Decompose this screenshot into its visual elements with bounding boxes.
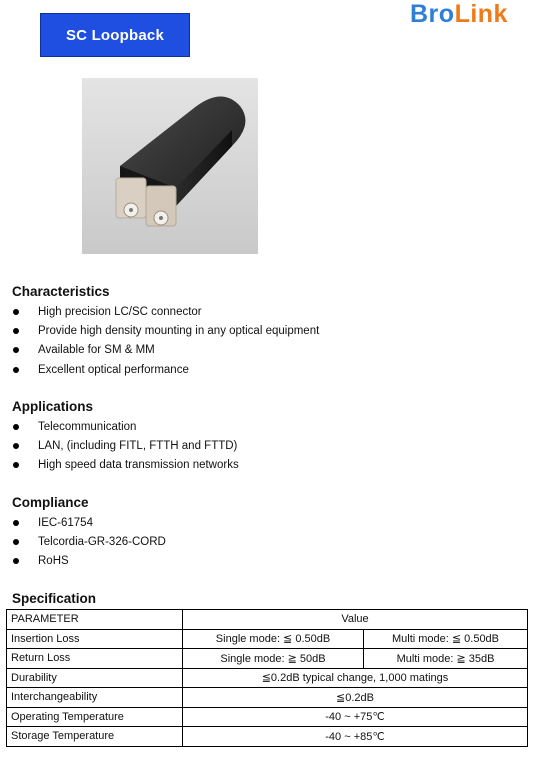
list-item-text: IEC-61754 xyxy=(38,516,93,529)
bullet-icon xyxy=(13,443,19,449)
compliance-list xyxy=(12,513,166,571)
bullet-icon xyxy=(13,309,19,315)
table-row xyxy=(7,649,528,669)
row-value-multi-mode: Multi mode: ≦ 0.50dB xyxy=(364,629,528,649)
list-item-text: Available for SM & MM xyxy=(38,344,155,357)
bullet-icon xyxy=(13,539,19,545)
characteristics-list xyxy=(12,302,319,379)
characteristics-heading: Characteristics xyxy=(12,284,110,299)
brand-logo-part2: Link xyxy=(454,0,508,28)
header-cell-parameter: PARAMETER xyxy=(7,610,183,630)
table-row xyxy=(7,688,528,708)
list-item xyxy=(12,417,239,436)
list-item-text: High precision LC/SC connector xyxy=(38,305,202,318)
bullet-icon xyxy=(13,424,19,430)
list-item xyxy=(12,552,166,571)
title-box xyxy=(40,13,190,57)
table-row xyxy=(7,629,528,649)
applications-heading: Applications xyxy=(12,399,94,414)
list-item-text: Telcordia-GR-326-CORD xyxy=(38,535,166,548)
table-row xyxy=(7,707,528,727)
row-label: Durability xyxy=(7,668,183,688)
table-row xyxy=(7,668,528,688)
list-item xyxy=(12,513,166,532)
table-header-row xyxy=(7,610,528,630)
list-item xyxy=(12,360,319,379)
row-value-multi-mode: Multi mode: ≧ 35dB xyxy=(364,649,528,669)
list-item-text: Telecommunication xyxy=(38,420,137,433)
bullet-icon xyxy=(13,520,19,526)
list-item-text: Provide high density mounting in any optical equipment xyxy=(38,324,320,337)
bullet-icon xyxy=(13,347,19,353)
row-label: Operating Temperature xyxy=(7,707,183,727)
list-item-text: LAN, (including FITL, FTTH and FTTD) xyxy=(38,439,238,452)
specification-table xyxy=(6,609,528,747)
bullet-icon xyxy=(13,328,19,334)
table-row xyxy=(7,727,528,747)
row-value-single-mode: Single mode: ≦ 0.50dB xyxy=(183,629,364,649)
list-item xyxy=(12,341,319,360)
list-item xyxy=(12,321,319,340)
applications-list xyxy=(12,417,239,475)
product-photo xyxy=(82,78,258,254)
bullet-icon xyxy=(13,367,19,373)
row-value: ≦0.2dB xyxy=(183,688,528,708)
compliance-heading: Compliance xyxy=(12,495,89,510)
brand-logo-part1: Bro xyxy=(410,0,455,28)
brand-logo xyxy=(410,0,508,29)
bullet-icon xyxy=(13,462,19,468)
list-item xyxy=(12,532,166,551)
row-value-single-mode: Single mode: ≧ 50dB xyxy=(183,649,364,669)
list-item xyxy=(12,302,319,321)
list-item xyxy=(12,436,239,455)
specification-heading: Specification xyxy=(12,591,97,606)
row-label: Interchangeability xyxy=(7,688,183,708)
row-value: -40 ~ +85℃ xyxy=(183,727,528,747)
row-value: ≦0.2dB typical change, 1,000 matings xyxy=(183,668,528,688)
row-label: Return Loss xyxy=(7,649,183,669)
list-item-text: RoHS xyxy=(38,555,69,568)
list-item-text: High speed data transmission networks xyxy=(38,459,239,472)
bullet-icon xyxy=(13,558,19,564)
list-item-text: Excellent optical performance xyxy=(38,363,189,376)
header-cell-value: Value xyxy=(183,610,528,630)
row-label: Insertion Loss xyxy=(7,629,183,649)
list-item xyxy=(12,456,239,475)
row-value: -40 ~ +75℃ xyxy=(183,707,528,727)
page-title: SC Loopback xyxy=(65,26,165,44)
row-label: Storage Temperature xyxy=(7,727,183,747)
